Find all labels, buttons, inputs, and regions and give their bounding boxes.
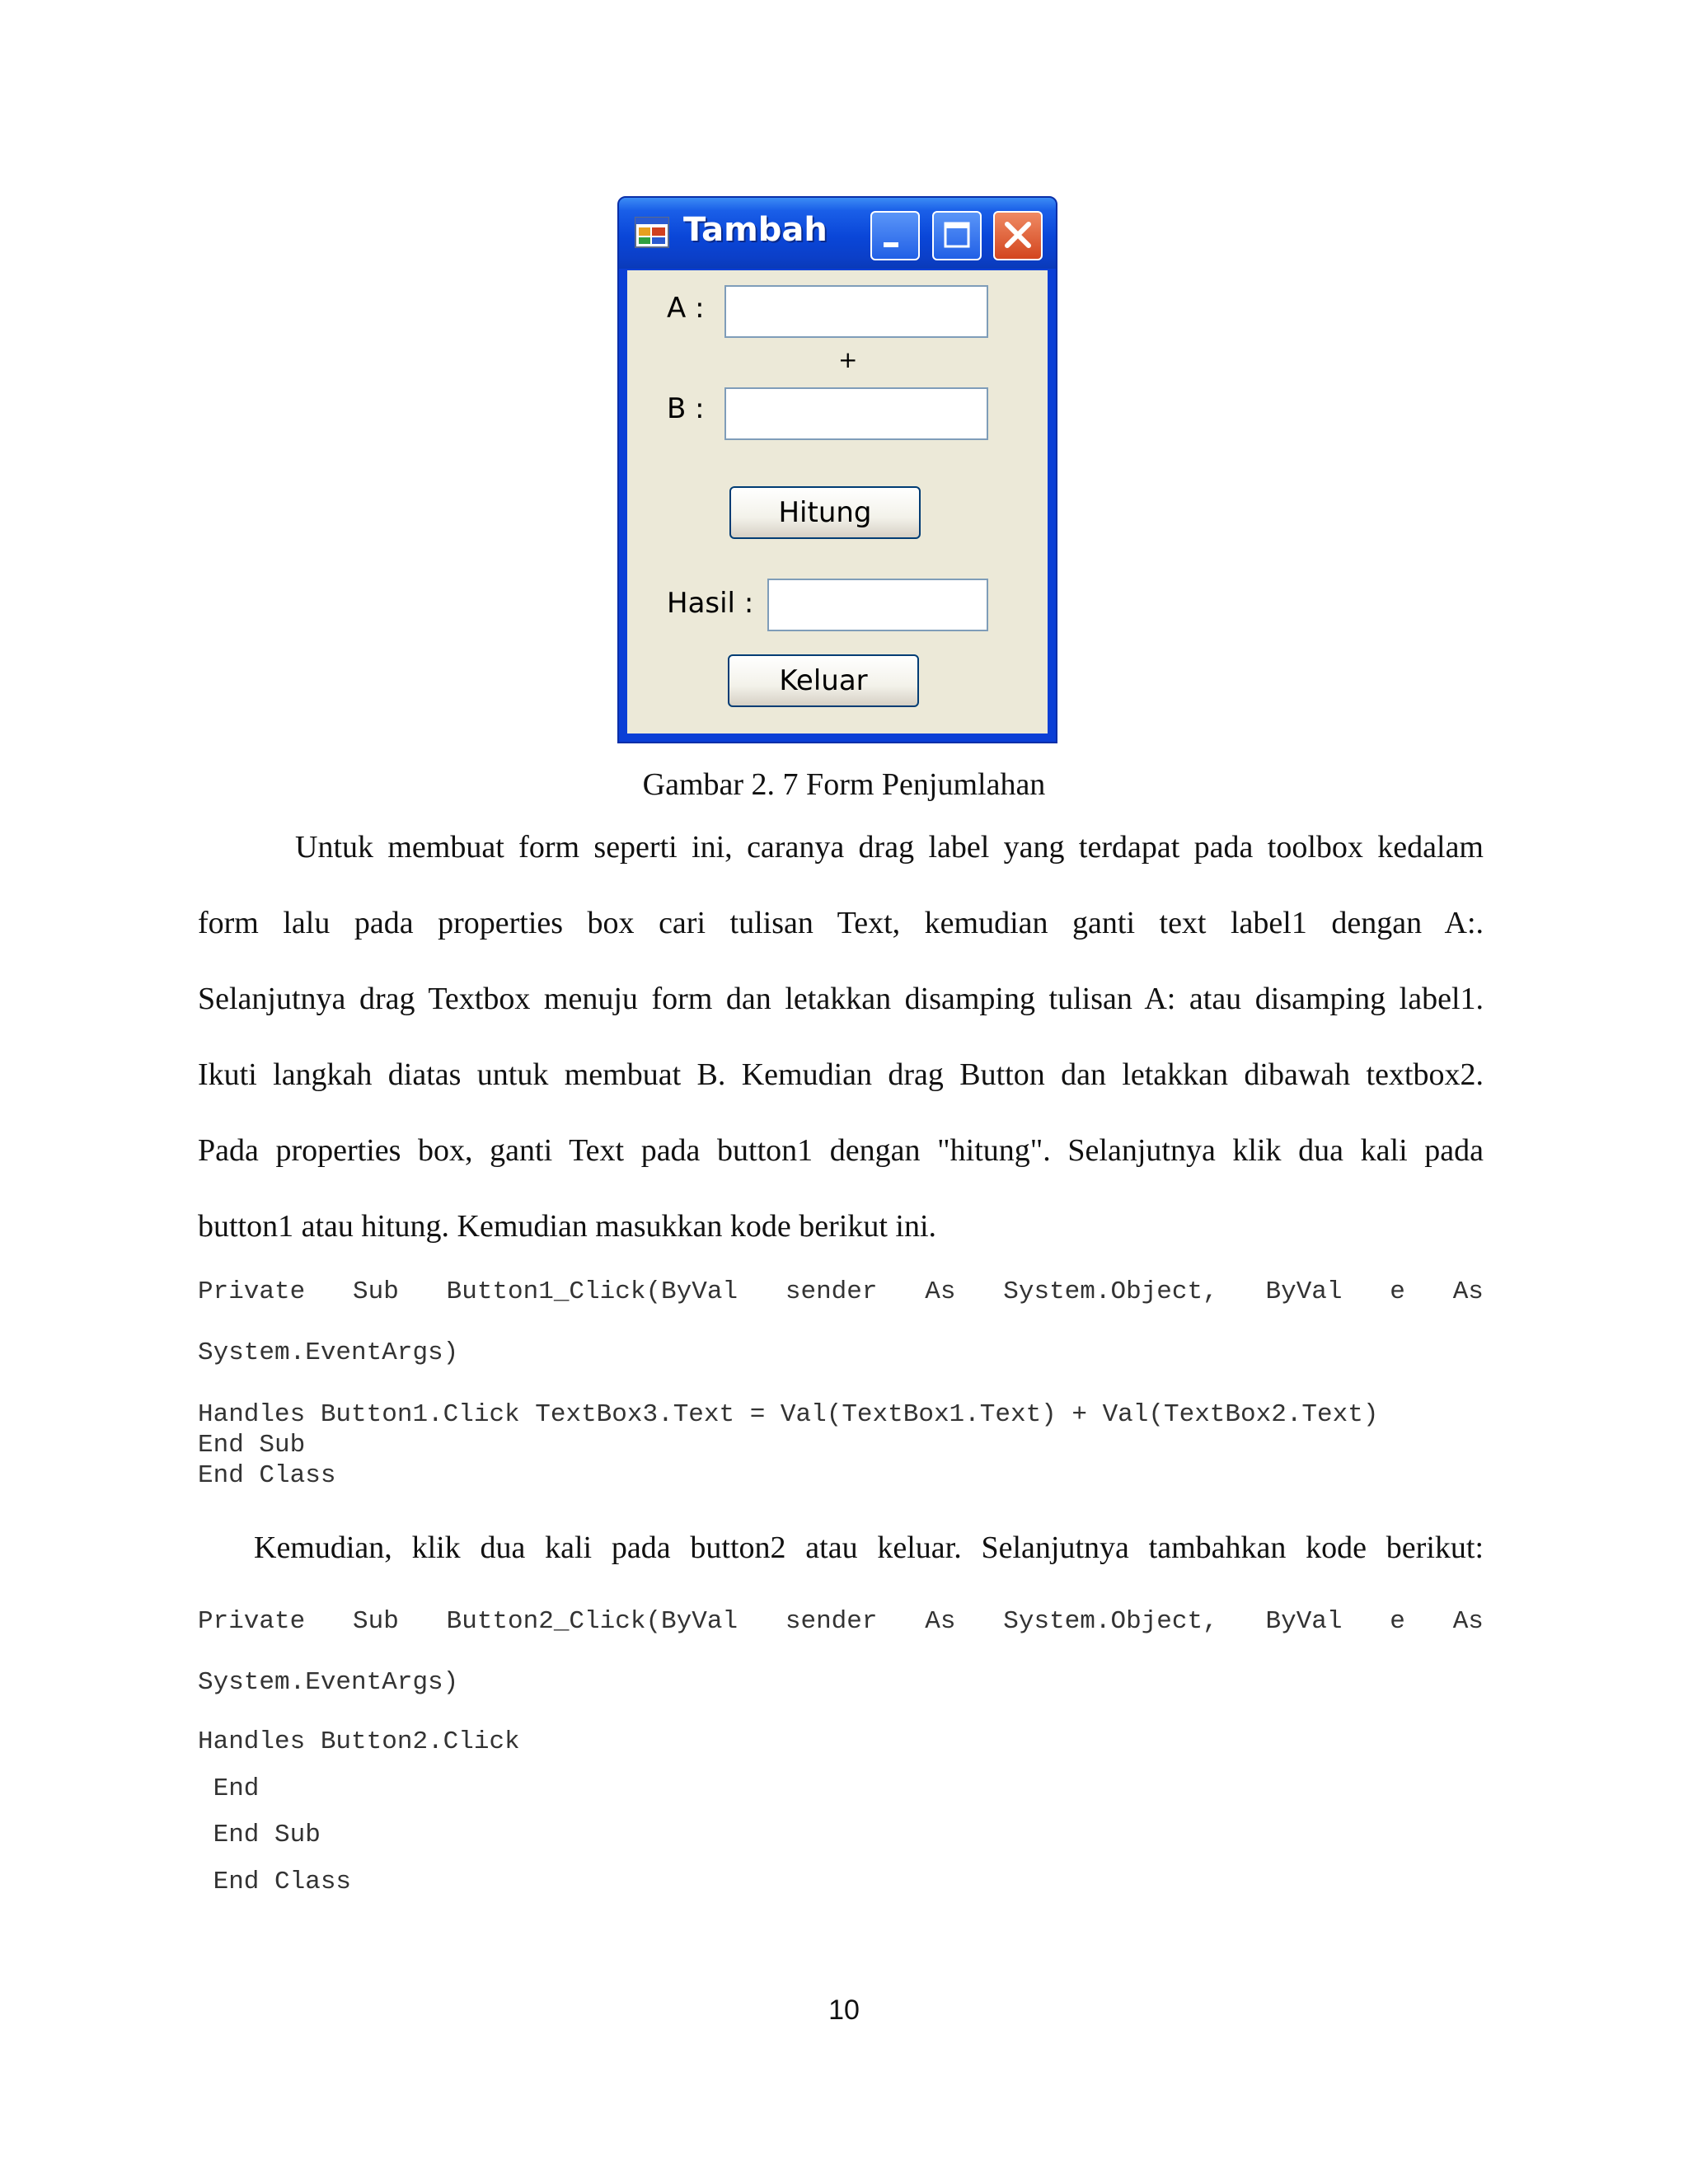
close-icon bbox=[995, 213, 1041, 259]
code2-line3: Handles Button2.Click bbox=[198, 1727, 520, 1756]
paragraph-line: Kemudian, klik dua kali pada button2 atau keluar. Selanjutnya tambahkan kode berikut: bbox=[254, 1530, 1484, 1565]
code-token: Button1_Click(ByVal bbox=[446, 1277, 738, 1306]
page-number: 10 bbox=[828, 1994, 860, 2026]
title-bar[interactable] bbox=[619, 198, 1056, 269]
minimize-icon bbox=[872, 213, 918, 259]
label-a: A : bbox=[667, 292, 705, 325]
textbox-b[interactable] bbox=[724, 387, 988, 440]
paragraph-line: button1 atau hitung. Kemudian masukkan kode berikut ini. bbox=[198, 1209, 937, 1244]
code1-line2: System.EventArgs) bbox=[198, 1338, 459, 1367]
plus-label: + bbox=[838, 346, 858, 373]
code-token: Button2_Click(ByVal bbox=[446, 1607, 738, 1636]
textbox-hasil[interactable] bbox=[767, 579, 988, 631]
code2-line6: End Class bbox=[198, 1868, 352, 1896]
paragraph-line: form lalu pada properties box cari tulisan Text, kemudian ganti text label1 dengan A:. bbox=[198, 906, 1484, 940]
code2-line5: End Sub bbox=[198, 1821, 321, 1849]
code-token: sender bbox=[785, 1277, 878, 1306]
code-token: As bbox=[925, 1277, 956, 1306]
code-token: Private bbox=[198, 1607, 306, 1636]
hitung-button[interactable]: Hitung bbox=[729, 486, 921, 539]
code1-line3: Handles Button1.Click TextBox3.Text = Val(TextBox1.Text) + Val(TextBox2.Text) bbox=[198, 1400, 1379, 1429]
keluar-button[interactable]: Keluar bbox=[728, 654, 919, 707]
textbox-a[interactable] bbox=[724, 285, 988, 338]
label-hasil: Hasil : bbox=[667, 587, 754, 620]
code-token: System.Object, bbox=[1003, 1277, 1218, 1306]
form-window bbox=[617, 196, 1057, 743]
maximize-button[interactable] bbox=[932, 211, 982, 260]
application-icon bbox=[634, 216, 670, 249]
paragraph-line: Selanjutnya drag Textbox menuju form dan letakkan disamping tulisan A: atau disamping label1. bbox=[198, 982, 1484, 1016]
paragraph-line: Ikuti langkah diatas untuk membuat B. Kemudian drag Button dan letakkan dibawah textbox2. bbox=[198, 1057, 1484, 1092]
code2-line1 bbox=[198, 1607, 1484, 1636]
close-button[interactable] bbox=[993, 211, 1043, 260]
window-title: Tambah bbox=[683, 211, 828, 249]
paragraph-1 bbox=[198, 809, 1484, 1264]
code-token: ByVal bbox=[1265, 1277, 1343, 1306]
paragraph-line: Untuk membuat form seperti ini, caranya drag label yang terdapat pada toolbox kedalam bbox=[295, 830, 1484, 865]
code-token: sender bbox=[785, 1607, 878, 1636]
code1-line5: End Class bbox=[198, 1461, 336, 1490]
code-token: ByVal bbox=[1265, 1607, 1343, 1636]
label-b: B : bbox=[667, 392, 705, 425]
code-token: As bbox=[1452, 1607, 1484, 1636]
maximize-icon bbox=[934, 213, 980, 259]
code-token: System.Object, bbox=[1003, 1607, 1218, 1636]
code-token: e bbox=[1390, 1277, 1405, 1306]
code-token: e bbox=[1390, 1607, 1405, 1636]
code1-line4: End Sub bbox=[198, 1431, 306, 1460]
code-token: As bbox=[925, 1607, 956, 1636]
paragraph-2 bbox=[198, 1515, 1484, 1581]
code2-line2: System.EventArgs) bbox=[198, 1668, 459, 1697]
code-token: Private bbox=[198, 1277, 306, 1306]
code2-line4: End bbox=[198, 1774, 260, 1803]
minimize-button[interactable] bbox=[870, 211, 920, 260]
code-token: Sub bbox=[353, 1607, 399, 1636]
figure-caption: Gambar 2. 7 Form Penjumlahan bbox=[642, 767, 1046, 802]
form-client-area bbox=[627, 270, 1048, 733]
code1-line1 bbox=[198, 1277, 1484, 1306]
code-token: As bbox=[1452, 1277, 1484, 1306]
paragraph-line: Pada properties box, ganti Text pada button1 dengan "hitung". Selanjutnya klik dua kali pada bbox=[198, 1133, 1484, 1168]
code-token: Sub bbox=[353, 1277, 399, 1306]
